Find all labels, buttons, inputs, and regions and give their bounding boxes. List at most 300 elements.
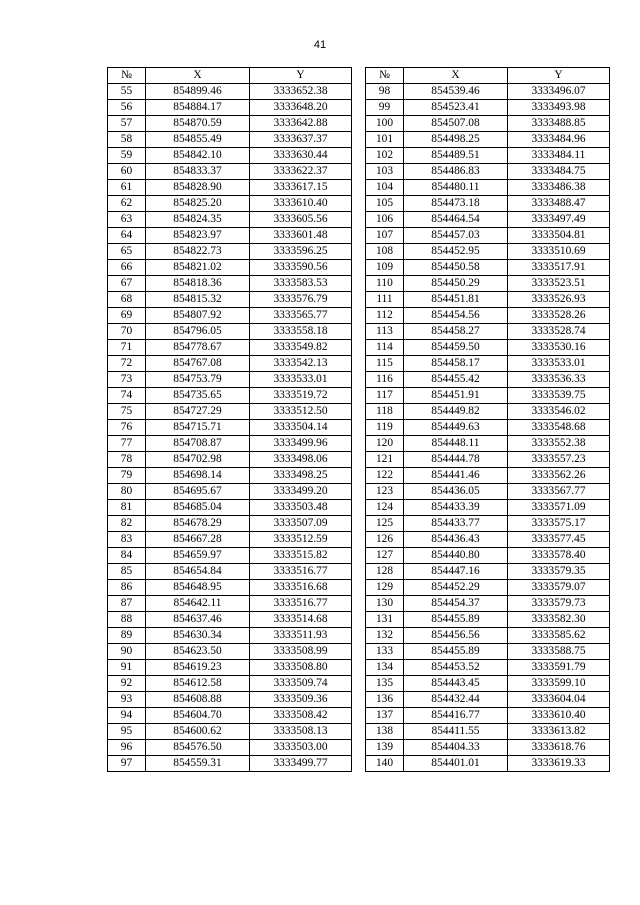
point-number: 103 [366, 164, 404, 180]
x-coordinate: 854464.54 [404, 212, 508, 228]
y-coordinate: 3333509.74 [250, 676, 352, 692]
x-coordinate: 854630.34 [146, 628, 250, 644]
coordinates-table [107, 67, 610, 772]
point-number: 111 [366, 292, 404, 308]
table-row [108, 356, 610, 372]
x-coordinate: 854452.95 [404, 244, 508, 260]
y-coordinate: 3333503.48 [250, 500, 352, 516]
header-x-right: X [404, 68, 508, 84]
x-coordinate: 854778.67 [146, 340, 250, 356]
point-number: 67 [108, 276, 146, 292]
y-coordinate: 3333526.93 [508, 292, 610, 308]
point-number: 119 [366, 420, 404, 436]
column-gap [352, 116, 366, 132]
column-gap [352, 372, 366, 388]
column-gap [352, 356, 366, 372]
x-coordinate: 854815.32 [146, 292, 250, 308]
column-gap [352, 484, 366, 500]
y-coordinate: 3333567.77 [508, 484, 610, 500]
x-coordinate: 854654.84 [146, 564, 250, 580]
point-number: 81 [108, 500, 146, 516]
x-coordinate: 854822.73 [146, 244, 250, 260]
x-coordinate: 854401.01 [404, 756, 508, 772]
x-coordinate: 854447.16 [404, 564, 508, 580]
y-coordinate: 3333648.20 [250, 100, 352, 116]
x-coordinate: 854458.27 [404, 324, 508, 340]
x-coordinate: 854767.08 [146, 356, 250, 372]
x-coordinate: 854440.80 [404, 548, 508, 564]
point-number: 63 [108, 212, 146, 228]
point-number: 125 [366, 516, 404, 532]
x-coordinate: 854436.43 [404, 532, 508, 548]
x-coordinate: 854448.11 [404, 436, 508, 452]
y-coordinate: 3333619.33 [508, 756, 610, 772]
y-coordinate: 3333499.77 [250, 756, 352, 772]
x-coordinate: 854685.04 [146, 500, 250, 516]
y-coordinate: 3333605.56 [250, 212, 352, 228]
point-number: 121 [366, 452, 404, 468]
point-number: 122 [366, 468, 404, 484]
point-number: 93 [108, 692, 146, 708]
column-gap [352, 660, 366, 676]
table-row [108, 164, 610, 180]
y-coordinate: 3333499.20 [250, 484, 352, 500]
point-number: 108 [366, 244, 404, 260]
y-coordinate: 3333590.56 [250, 260, 352, 276]
x-coordinate: 854454.37 [404, 596, 508, 612]
x-coordinate: 854444.78 [404, 452, 508, 468]
table-row [108, 580, 610, 596]
column-gap [352, 340, 366, 356]
y-coordinate: 3333484.96 [508, 132, 610, 148]
point-number: 118 [366, 404, 404, 420]
column-gap [352, 324, 366, 340]
x-coordinate: 854433.39 [404, 500, 508, 516]
header-num-left: № [108, 68, 146, 84]
y-coordinate: 3333508.80 [250, 660, 352, 676]
table-row [108, 308, 610, 324]
column-gap [352, 148, 366, 164]
point-number: 88 [108, 612, 146, 628]
x-coordinate: 854458.17 [404, 356, 508, 372]
y-coordinate: 3333549.82 [250, 340, 352, 356]
column-gap [352, 404, 366, 420]
column-gap [352, 276, 366, 292]
point-number: 98 [366, 84, 404, 100]
point-number: 62 [108, 196, 146, 212]
x-coordinate: 854796.05 [146, 324, 250, 340]
point-number: 137 [366, 708, 404, 724]
column-gap [352, 308, 366, 324]
y-coordinate: 3333604.04 [508, 692, 610, 708]
point-number: 90 [108, 644, 146, 660]
y-coordinate: 3333558.18 [250, 324, 352, 340]
y-coordinate: 3333496.07 [508, 84, 610, 100]
y-coordinate: 3333512.50 [250, 404, 352, 420]
table-row [108, 548, 610, 564]
y-coordinate: 3333499.96 [250, 436, 352, 452]
column-gap [352, 244, 366, 260]
column-gap [352, 452, 366, 468]
x-coordinate: 854642.11 [146, 596, 250, 612]
x-coordinate: 854498.25 [404, 132, 508, 148]
x-coordinate: 854451.91 [404, 388, 508, 404]
y-coordinate: 3333517.91 [508, 260, 610, 276]
y-coordinate: 3333516.77 [250, 564, 352, 580]
table-row [108, 564, 610, 580]
y-coordinate: 3333484.11 [508, 148, 610, 164]
point-number: 104 [366, 180, 404, 196]
y-coordinate: 3333579.07 [508, 580, 610, 596]
table-row [108, 452, 610, 468]
point-number: 80 [108, 484, 146, 500]
point-number: 97 [108, 756, 146, 772]
y-coordinate: 3333571.09 [508, 500, 610, 516]
point-number: 132 [366, 628, 404, 644]
y-coordinate: 3333588.75 [508, 644, 610, 660]
y-coordinate: 3333622.37 [250, 164, 352, 180]
column-gap [352, 548, 366, 564]
point-number: 74 [108, 388, 146, 404]
table-row [108, 516, 610, 532]
y-coordinate: 3333488.47 [508, 196, 610, 212]
point-number: 105 [366, 196, 404, 212]
point-number: 55 [108, 84, 146, 100]
table-row [108, 692, 610, 708]
point-number: 136 [366, 692, 404, 708]
x-coordinate: 854457.03 [404, 228, 508, 244]
point-number: 68 [108, 292, 146, 308]
y-coordinate: 3333510.69 [508, 244, 610, 260]
x-coordinate: 854539.46 [404, 84, 508, 100]
y-coordinate: 3333508.99 [250, 644, 352, 660]
table-row [108, 244, 610, 260]
table-row [108, 340, 610, 356]
x-coordinate: 854667.28 [146, 532, 250, 548]
y-coordinate: 3333557.23 [508, 452, 610, 468]
point-number: 89 [108, 628, 146, 644]
y-coordinate: 3333565.77 [250, 308, 352, 324]
x-coordinate: 854702.98 [146, 452, 250, 468]
point-number: 64 [108, 228, 146, 244]
point-number: 78 [108, 452, 146, 468]
point-number: 120 [366, 436, 404, 452]
table-row [108, 420, 610, 436]
x-coordinate: 854411.55 [404, 724, 508, 740]
table-row [108, 100, 610, 116]
y-coordinate: 3333486.38 [508, 180, 610, 196]
y-coordinate: 3333542.13 [250, 356, 352, 372]
point-number: 57 [108, 116, 146, 132]
y-coordinate: 3333511.93 [250, 628, 352, 644]
point-number: 75 [108, 404, 146, 420]
point-number: 86 [108, 580, 146, 596]
x-coordinate: 854449.82 [404, 404, 508, 420]
point-number: 99 [366, 100, 404, 116]
x-coordinate: 854753.79 [146, 372, 250, 388]
x-coordinate: 854608.88 [146, 692, 250, 708]
x-coordinate: 854828.90 [146, 180, 250, 196]
y-coordinate: 3333509.36 [250, 692, 352, 708]
column-gap [352, 164, 366, 180]
x-coordinate: 854432.44 [404, 692, 508, 708]
table-row [108, 116, 610, 132]
y-coordinate: 3333618.76 [508, 740, 610, 756]
y-coordinate: 3333583.53 [250, 276, 352, 292]
point-number: 71 [108, 340, 146, 356]
point-number: 139 [366, 740, 404, 756]
x-coordinate: 854450.29 [404, 276, 508, 292]
point-number: 77 [108, 436, 146, 452]
y-coordinate: 3333613.82 [508, 724, 610, 740]
x-coordinate: 854443.45 [404, 676, 508, 692]
table-row [108, 644, 610, 660]
y-coordinate: 3333512.59 [250, 532, 352, 548]
x-coordinate: 854450.58 [404, 260, 508, 276]
header-x-left: X [146, 68, 250, 84]
column-gap [352, 564, 366, 580]
column-gap [352, 388, 366, 404]
point-number: 130 [366, 596, 404, 612]
y-coordinate: 3333516.77 [250, 596, 352, 612]
y-coordinate: 3333630.44 [250, 148, 352, 164]
column-gap [352, 628, 366, 644]
point-number: 95 [108, 724, 146, 740]
table-row [108, 500, 610, 516]
page-number: 41 [313, 39, 327, 51]
x-coordinate: 854455.42 [404, 372, 508, 388]
column-gap [352, 740, 366, 756]
x-coordinate: 854451.81 [404, 292, 508, 308]
y-coordinate: 3333508.13 [250, 724, 352, 740]
column-gap [352, 612, 366, 628]
column-gap [352, 596, 366, 612]
y-coordinate: 3333548.68 [508, 420, 610, 436]
column-gap [352, 724, 366, 740]
point-number: 96 [108, 740, 146, 756]
y-coordinate: 3333575.17 [508, 516, 610, 532]
x-coordinate: 854486.83 [404, 164, 508, 180]
y-coordinate: 3333539.75 [508, 388, 610, 404]
column-gap [352, 132, 366, 148]
table-row [108, 148, 610, 164]
column-gap [352, 68, 366, 84]
x-coordinate: 854825.20 [146, 196, 250, 212]
table-row [108, 84, 610, 100]
table-row [108, 708, 610, 724]
y-coordinate: 3333536.33 [508, 372, 610, 388]
x-coordinate: 854459.50 [404, 340, 508, 356]
point-number: 110 [366, 276, 404, 292]
header-row [108, 68, 610, 84]
x-coordinate: 854823.97 [146, 228, 250, 244]
table-row [108, 532, 610, 548]
table-row [108, 212, 610, 228]
point-number: 82 [108, 516, 146, 532]
table-row [108, 612, 610, 628]
point-number: 115 [366, 356, 404, 372]
point-number: 135 [366, 676, 404, 692]
point-number: 133 [366, 644, 404, 660]
column-gap [352, 468, 366, 484]
table-row [108, 276, 610, 292]
x-coordinate: 854884.17 [146, 100, 250, 116]
header-y-left: Y [250, 68, 352, 84]
table-row [108, 628, 610, 644]
point-number: 109 [366, 260, 404, 276]
y-coordinate: 3333577.45 [508, 532, 610, 548]
point-number: 66 [108, 260, 146, 276]
x-coordinate: 854523.41 [404, 100, 508, 116]
table-row [108, 260, 610, 276]
point-number: 76 [108, 420, 146, 436]
y-coordinate: 3333497.49 [508, 212, 610, 228]
column-gap [352, 100, 366, 116]
y-coordinate: 3333637.37 [250, 132, 352, 148]
point-number: 106 [366, 212, 404, 228]
y-coordinate: 3333484.75 [508, 164, 610, 180]
x-coordinate: 854637.46 [146, 612, 250, 628]
table-row [108, 484, 610, 500]
x-coordinate: 854433.77 [404, 516, 508, 532]
y-coordinate: 3333578.40 [508, 548, 610, 564]
point-number: 131 [366, 612, 404, 628]
y-coordinate: 3333596.25 [250, 244, 352, 260]
x-coordinate: 854698.14 [146, 468, 250, 484]
table-row [108, 292, 610, 308]
y-coordinate: 3333530.16 [508, 340, 610, 356]
x-coordinate: 854480.11 [404, 180, 508, 196]
point-number: 79 [108, 468, 146, 484]
point-number: 65 [108, 244, 146, 260]
column-gap [352, 228, 366, 244]
table-row [108, 676, 610, 692]
column-gap [352, 84, 366, 100]
x-coordinate: 854449.63 [404, 420, 508, 436]
point-number: 129 [366, 580, 404, 596]
point-number: 83 [108, 532, 146, 548]
point-number: 87 [108, 596, 146, 612]
y-coordinate: 3333562.26 [508, 468, 610, 484]
x-coordinate: 854416.77 [404, 708, 508, 724]
y-coordinate: 3333642.88 [250, 116, 352, 132]
y-coordinate: 3333516.68 [250, 580, 352, 596]
point-number: 101 [366, 132, 404, 148]
column-gap [352, 516, 366, 532]
table-row [108, 468, 610, 484]
y-coordinate: 3333582.30 [508, 612, 610, 628]
table-row [108, 132, 610, 148]
y-coordinate: 3333579.35 [508, 564, 610, 580]
table-row [108, 404, 610, 420]
point-number: 134 [366, 660, 404, 676]
table-row [108, 196, 610, 212]
header-y-right: Y [508, 68, 610, 84]
point-number: 85 [108, 564, 146, 580]
point-number: 117 [366, 388, 404, 404]
x-coordinate: 854727.29 [146, 404, 250, 420]
table-row [108, 388, 610, 404]
point-number: 84 [108, 548, 146, 564]
column-gap [352, 756, 366, 772]
x-coordinate: 854821.02 [146, 260, 250, 276]
x-coordinate: 854855.49 [146, 132, 250, 148]
y-coordinate: 3333652.38 [250, 84, 352, 100]
y-coordinate: 3333579.73 [508, 596, 610, 612]
table-row [108, 436, 610, 452]
x-coordinate: 854473.18 [404, 196, 508, 212]
point-number: 70 [108, 324, 146, 340]
y-coordinate: 3333599.10 [508, 676, 610, 692]
table-row [108, 756, 610, 772]
y-coordinate: 3333498.06 [250, 452, 352, 468]
point-number: 123 [366, 484, 404, 500]
x-coordinate: 854899.46 [146, 84, 250, 100]
point-number: 127 [366, 548, 404, 564]
y-coordinate: 3333546.02 [508, 404, 610, 420]
y-coordinate: 3333514.68 [250, 612, 352, 628]
column-gap [352, 692, 366, 708]
y-coordinate: 3333585.62 [508, 628, 610, 644]
table-row [108, 372, 610, 388]
y-coordinate: 3333523.51 [508, 276, 610, 292]
y-coordinate: 3333617.15 [250, 180, 352, 196]
x-coordinate: 854453.52 [404, 660, 508, 676]
table-row [108, 660, 610, 676]
x-coordinate: 854559.31 [146, 756, 250, 772]
y-coordinate: 3333498.25 [250, 468, 352, 484]
x-coordinate: 854715.71 [146, 420, 250, 436]
column-gap [352, 580, 366, 596]
y-coordinate: 3333519.72 [250, 388, 352, 404]
point-number: 138 [366, 724, 404, 740]
x-coordinate: 854489.51 [404, 148, 508, 164]
table-row [108, 228, 610, 244]
x-coordinate: 854807.92 [146, 308, 250, 324]
column-gap [352, 180, 366, 196]
x-coordinate: 854600.62 [146, 724, 250, 740]
column-gap [352, 532, 366, 548]
y-coordinate: 3333528.26 [508, 308, 610, 324]
x-coordinate: 854842.10 [146, 148, 250, 164]
y-coordinate: 3333528.74 [508, 324, 610, 340]
point-number: 58 [108, 132, 146, 148]
x-coordinate: 854454.56 [404, 308, 508, 324]
y-coordinate: 3333504.81 [508, 228, 610, 244]
y-coordinate: 3333610.40 [250, 196, 352, 212]
y-coordinate: 3333515.82 [250, 548, 352, 564]
x-coordinate: 854623.50 [146, 644, 250, 660]
x-coordinate: 854441.46 [404, 468, 508, 484]
point-number: 69 [108, 308, 146, 324]
column-gap [352, 708, 366, 724]
y-coordinate: 3333610.40 [508, 708, 610, 724]
point-number: 100 [366, 116, 404, 132]
x-coordinate: 854436.05 [404, 484, 508, 500]
table-row [108, 740, 610, 756]
point-number: 73 [108, 372, 146, 388]
y-coordinate: 3333507.09 [250, 516, 352, 532]
x-coordinate: 854708.87 [146, 436, 250, 452]
point-number: 128 [366, 564, 404, 580]
point-number: 114 [366, 340, 404, 356]
y-coordinate: 3333591.79 [508, 660, 610, 676]
point-number: 60 [108, 164, 146, 180]
y-coordinate: 3333601.48 [250, 228, 352, 244]
point-number: 94 [108, 708, 146, 724]
point-number: 126 [366, 532, 404, 548]
y-coordinate: 3333552.38 [508, 436, 610, 452]
